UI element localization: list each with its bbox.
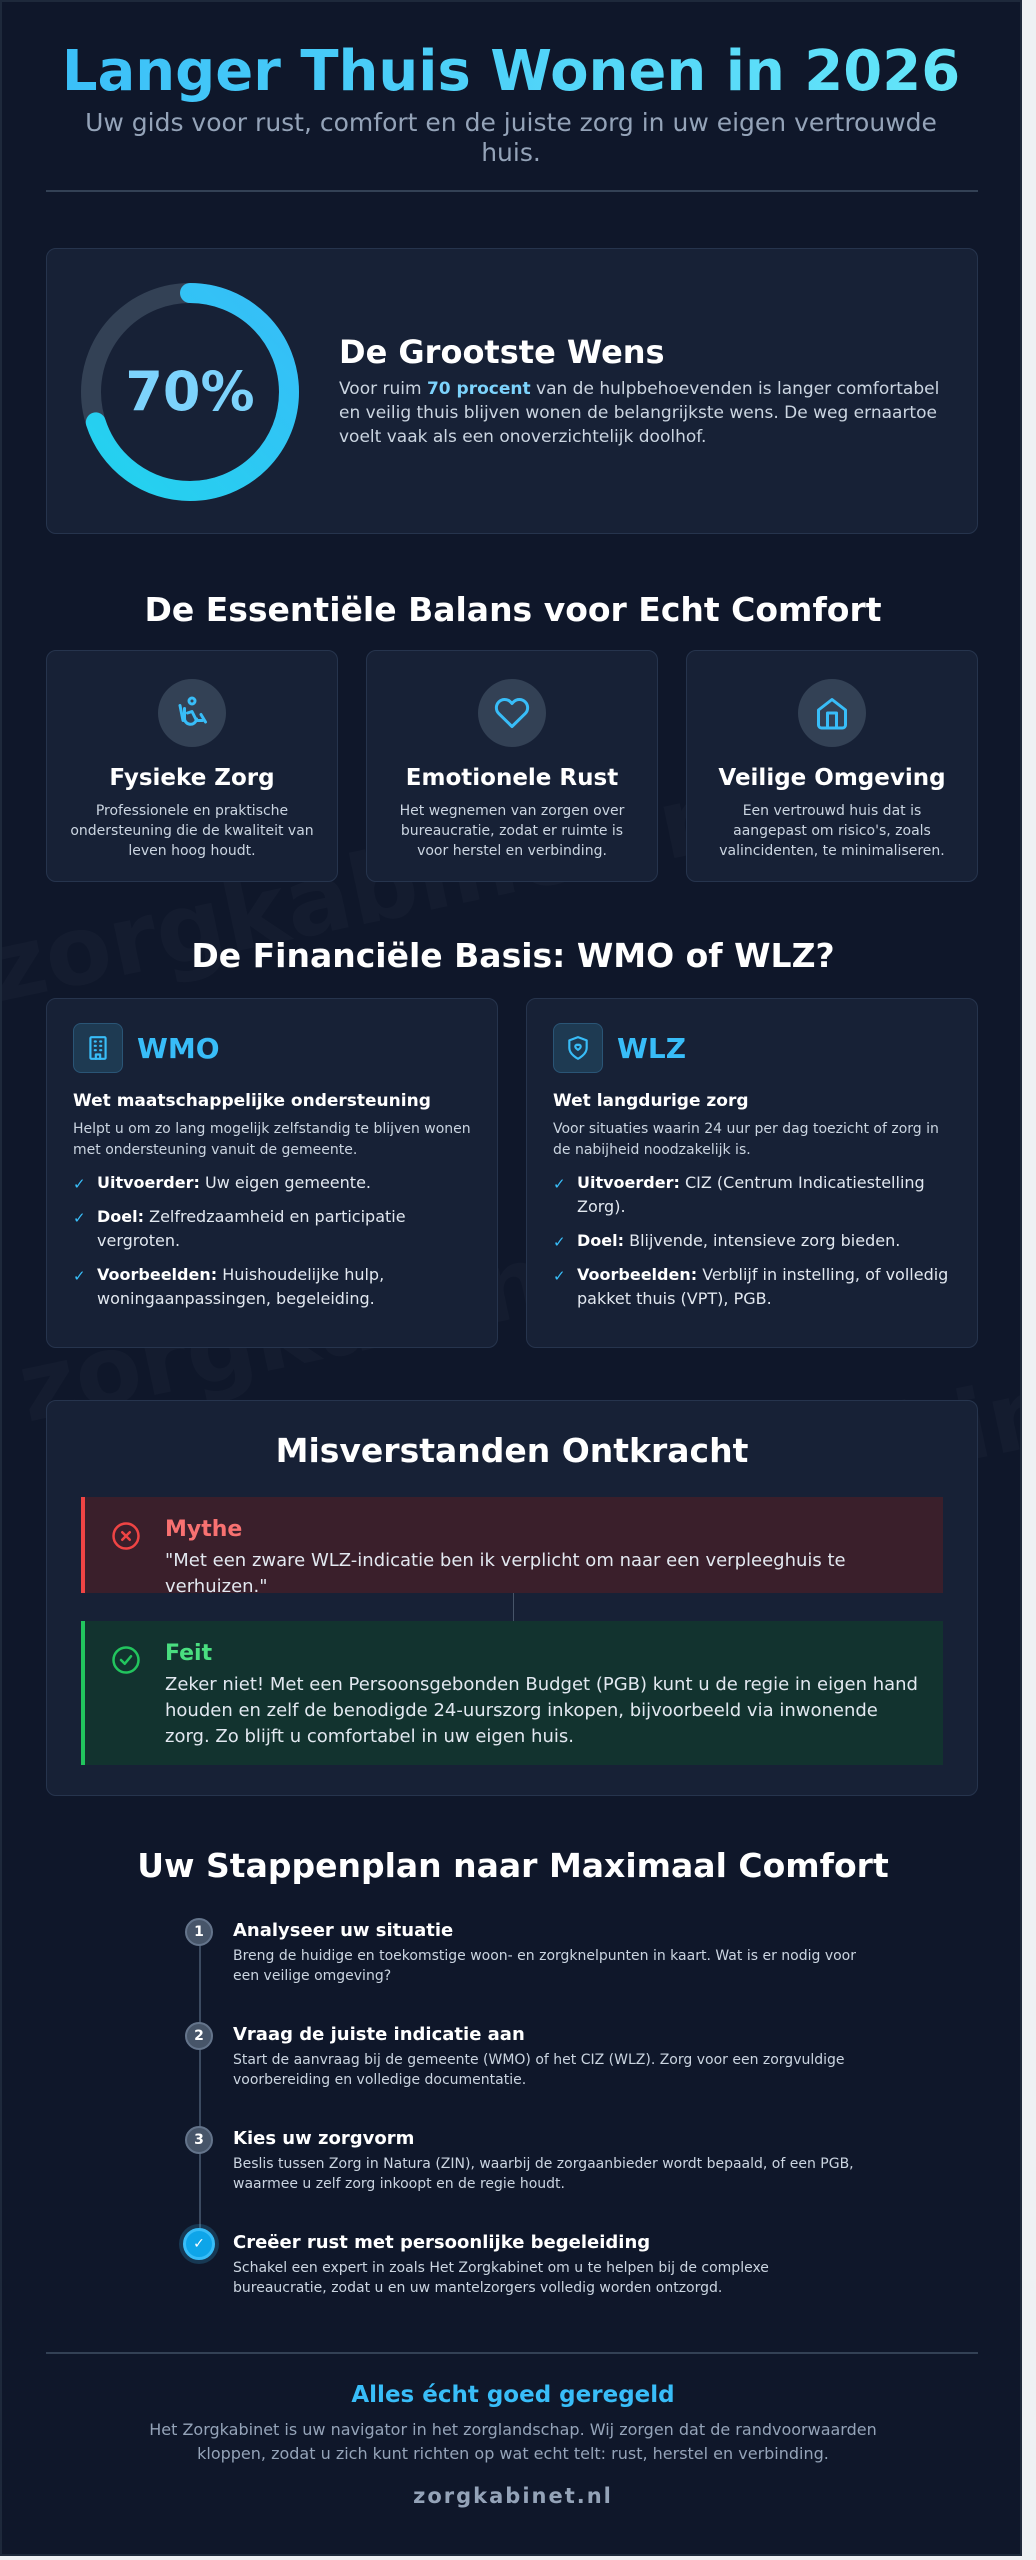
wlz-list	[553, 1171, 951, 1311]
check-circle-icon	[111, 1645, 141, 1675]
fact-text: Zeker niet! Met een Persoonsgebonden Budget (PGB) kunt u de regie in eigen hand houden en zelf de benodigde 24-uurszorg inkopen, bijvoorbeeld via inwonende zorg. Zo blijft u comfortabel in uw eigen huis.	[165, 1674, 918, 1747]
wmo-list	[73, 1171, 471, 1311]
wmo-card	[46, 998, 498, 1348]
check-icon: ✓	[73, 1209, 86, 1227]
wlz-card	[526, 998, 978, 1348]
close-circle-icon	[111, 1521, 141, 1551]
pillar-title: Veilige Omgeving	[718, 765, 946, 791]
wmo-name: WMO	[137, 1031, 220, 1065]
step-text: Beslis tussen Zorg in Natura (ZIN), waarbij de zorgaanbieder wordt bepaald, of een PGB, waarmee u zelf zorg inkoopt en de regie houdt.	[233, 2156, 854, 2192]
wlz-subtitle: Wet langdurige zorg	[553, 1091, 749, 1111]
step-number: 3	[185, 2126, 213, 2154]
home-icon	[798, 679, 866, 747]
pillar-card	[686, 650, 978, 882]
fact-box	[81, 1621, 943, 1765]
timeline-line	[199, 1932, 201, 2244]
list-item: ✓ Doel: Blijvende, intensieve zorg bieden.	[553, 1229, 951, 1253]
wlz-intro: Voor situaties waarin 24 uur per dag toezicht of zorg in de nabijheid noodzakelijk is.	[553, 1121, 939, 1158]
pillar-title: Emotionele Rust	[405, 765, 619, 791]
percent-label: 70%	[125, 360, 255, 423]
finance-title: De Financiële Basis: WMO of WLZ?	[191, 936, 835, 975]
list-item: ✓ Voorbeelden: Verblijf in instelling, of volledig pakket thuis (VPT), PGB.	[553, 1265, 949, 1308]
check-icon: ✓	[73, 1175, 86, 1193]
page-title: Langer Thuis Wonen in 2026	[2, 40, 1020, 104]
pillar-title: Fysieke Zorg	[109, 765, 275, 791]
footer-title: Alles écht goed geregeld	[351, 2382, 675, 2408]
step-title: Analyseer uw situatie	[233, 1920, 454, 1941]
pillar-card	[366, 650, 658, 882]
divider	[46, 190, 978, 192]
shield-heart-icon	[553, 1023, 603, 1073]
step-text: Schakel een expert in zoals Het Zorgkabinet om u te helpen bij de complexe bureaucratie, zodat u en uw mantelzorgers volledig worden ontzorgd.	[233, 2260, 769, 2296]
footer-text: Het Zorgkabinet is uw navigator in het zorglandschap. Wij zorgen dat de randvoorwaarden kloppen, zodat u zich kunt richten op wat echt telt: rust, herstel en verbinding.	[149, 2420, 877, 2463]
pillar-card	[46, 650, 338, 882]
myth-text: "Met een zware WLZ-indicatie ben ik verplicht om naar een verpleeghuis te verhuizen."	[165, 1550, 846, 1597]
list-item: ✓ Voorbeelden: Huishoudelijke hulp, woningaanpassingen, begeleiding.	[73, 1265, 385, 1308]
step-number: 1	[185, 1918, 213, 1946]
wheelchair-icon	[158, 679, 226, 747]
step-number: 2	[185, 2022, 213, 2050]
footer-brand: zorgkabinet.nl	[413, 2484, 613, 2508]
heart-icon	[478, 679, 546, 747]
connector-line	[513, 1593, 514, 1621]
check-icon: ✓	[183, 2228, 215, 2260]
wlz-name: WLZ	[617, 1031, 687, 1065]
myth-label: Mythe	[165, 1517, 243, 1542]
myths-card	[46, 1400, 978, 1796]
pillar-text: Een vertrouwd huis dat is aangepast om risico's, zoals valincidenten, te minimaliseren.	[719, 803, 945, 859]
step-text: Start de aanvraag bij de gemeente (WMO) of het CIZ (WLZ). Zorg voor een zorgvuldige voorbereiding en volledige documentatie.	[233, 2052, 845, 2088]
pillar-text: Het wegnemen van zorgen over bureaucratie, zodat er ruimte is voor herstel en verbinding.	[399, 803, 625, 859]
list-item: ✓ Uitvoerder: Uw eigen gemeente.	[73, 1171, 471, 1195]
check-icon: ✓	[553, 1233, 566, 1251]
list-item: ✓ Uitvoerder: CIZ (Centrum Indicatiestelling Zorg).	[553, 1173, 925, 1216]
step-title: Creëer rust met persoonlijke begeleiding	[233, 2232, 651, 2253]
myths-title: Misverstanden Ontkracht	[275, 1431, 749, 1470]
steps-title: Uw Stappenplan naar Maximaal Comfort	[137, 1846, 889, 1885]
hero	[2, 2, 1020, 168]
wmo-subtitle: Wet maatschappelijke ondersteuning	[73, 1091, 431, 1111]
step-title: Vraag de juiste indicatie aan	[233, 2024, 525, 2045]
page-subtitle: Uw gids voor rust, comfort en de juiste zorg in uw eigen vertrouwde huis.	[85, 108, 937, 167]
building-icon	[73, 1023, 123, 1073]
step-title: Kies uw zorgvorm	[233, 2128, 415, 2149]
step-text: Breng de huidige en toekomstige woon- en zorgknelpunten in kaart. Wat is er nodig voor een veilige omgeving?	[233, 1948, 856, 1984]
myth-box	[81, 1497, 943, 1597]
wmo-intro: Helpt u om zo lang mogelijk zelfstandig te blijven wonen met ondersteuning vanuit de gemeente.	[73, 1121, 471, 1158]
divider	[46, 2352, 978, 2354]
fact-label: Feit	[165, 1641, 213, 1666]
check-icon: ✓	[553, 1175, 566, 1193]
balance-title: De Essentiële Balans voor Echt Comfort	[144, 590, 882, 629]
stat-description: Voor ruim 70 procent van de hulpbehoevenden is langer comfortabel en veilig thuis blijven wonen de belangrijkste wens. De weg ernaartoe voelt vaak als een onoverzichtelijk doolhof.	[339, 379, 940, 447]
list-item: ✓ Doel: Zelfredzaamheid en participatie vergroten.	[73, 1207, 406, 1250]
pillar-text: Professionele en praktische ondersteuning die de kwaliteit van leven hoog houdt.	[70, 803, 314, 859]
stat-title: De Grootste Wens	[339, 333, 665, 371]
stat-card	[46, 248, 978, 534]
check-icon: ✓	[553, 1267, 566, 1285]
check-icon: ✓	[73, 1267, 86, 1285]
